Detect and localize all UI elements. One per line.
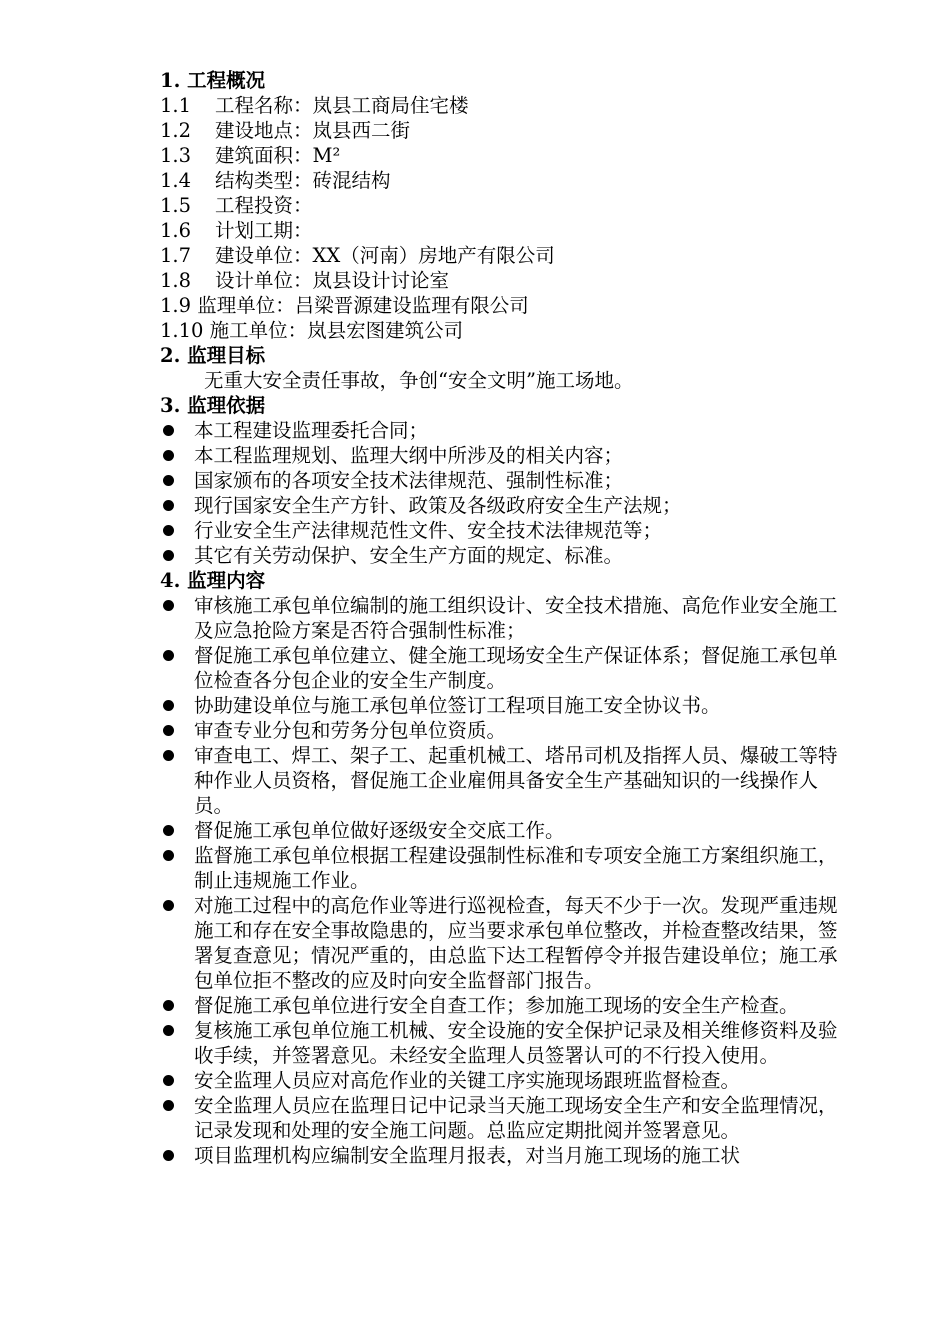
list-item <box>160 993 850 1018</box>
bullet-icon <box>163 1075 174 1086</box>
list-item-text: 其它有关劳动保护、安全生产方面的规定、标准。 <box>194 544 624 567</box>
list-item <box>160 593 850 643</box>
bullet-icon <box>163 1100 174 1111</box>
item-text: 工程投资： <box>215 194 313 217</box>
bullet-icon <box>163 725 174 736</box>
list-item-text: 本工程监理规划、监理大纲中所涉及的相关内容； <box>194 444 624 467</box>
item-number: 1.7 <box>160 244 192 267</box>
bullet-icon <box>163 825 174 836</box>
list-item <box>160 843 850 893</box>
section-3-title: 3. 监理依据 <box>160 394 266 417</box>
item-text: 监理单位：吕梁晋源建设监理有限公司 <box>197 294 529 317</box>
list-item <box>160 718 850 743</box>
list-item-text: 现行国家安全生产方针、政策及各级政府安全生产法规； <box>194 494 682 517</box>
bullet-icon <box>163 750 174 761</box>
info-line <box>160 193 850 218</box>
document-page <box>160 68 850 1168</box>
item-number: 1.6 <box>160 219 192 242</box>
info-line <box>160 293 850 318</box>
list-item-text: 国家颁布的各项安全技术法律规范、强制性标准； <box>194 469 624 492</box>
list-item <box>160 543 850 568</box>
bullet-icon <box>163 450 174 461</box>
list-item <box>160 468 850 493</box>
bullet-icon <box>163 550 174 561</box>
section-1-title: 1. 工程概况 <box>160 69 266 92</box>
goal-text: 无重大安全责任事故，争创“安全文明”施工场地。 <box>204 369 634 392</box>
list-item-text: 审查专业分包和劳务分包单位资质。 <box>194 719 507 742</box>
item-number: 1.4 <box>160 169 192 192</box>
list-item-text: 对施工过程中的高危作业等进行巡视检查，每天不少于一次。发现严重违规施工和存在安全事故隐患的，应当要求承包单位整改，并检查整改结果，签署复查意见；情况严重的，由总监下达工程暂停令并报告建设单位；施工承包单位拒不整改的应及时向安全监督部门报告。 <box>194 894 838 992</box>
info-line <box>160 268 850 293</box>
list-item <box>160 693 850 718</box>
list-item <box>160 893 850 993</box>
item-number: 1.2 <box>160 119 192 142</box>
bullet-icon <box>163 650 174 661</box>
bullet-icon <box>163 1150 174 1161</box>
bullet-icon <box>163 475 174 486</box>
bullet-icon <box>163 850 174 861</box>
list-item <box>160 443 850 468</box>
item-text: 建设地点：岚县西二街 <box>215 119 411 142</box>
list-item <box>160 1093 850 1143</box>
bullet-icon <box>163 500 174 511</box>
item-text: 结构类型：砖混结构 <box>215 169 391 192</box>
item-text: 建设单位：XX（河南）房地产有限公司 <box>215 244 555 267</box>
list-item-text: 本工程建设监理委托合同； <box>194 419 429 442</box>
list-item-text: 督促施工承包单位做好逐级安全交底工作。 <box>194 819 565 842</box>
list-item-text: 行业安全生产法律规范性文件、安全技术法律规范等； <box>194 519 663 542</box>
list-item <box>160 818 850 843</box>
bullet-icon <box>163 1000 174 1011</box>
info-line <box>160 318 850 343</box>
bullet-icon <box>163 425 174 436</box>
section-2-title: 2. 监理目标 <box>160 344 266 367</box>
item-number: 1.5 <box>160 194 192 217</box>
item-text: 工程名称：岚县工商局住宅楼 <box>215 94 469 117</box>
info-line <box>160 243 850 268</box>
item-text: 施工单位：岚县宏图建筑公司 <box>209 319 464 342</box>
list-item-text: 安全监理人员应对高危作业的关键工序实施现场跟班监督检查。 <box>194 1069 741 1092</box>
bullet-icon <box>163 900 174 911</box>
list-item <box>160 1143 850 1168</box>
item-number: 1.3 <box>160 144 192 167</box>
info-line <box>160 93 850 118</box>
item-text: 建筑面积：M² <box>215 144 341 167</box>
list-item <box>160 1068 850 1093</box>
info-line <box>160 118 850 143</box>
bullet-icon <box>163 700 174 711</box>
list-item-text: 督促施工承包单位建立、健全施工现场安全生产保证体系；督促施工承包单位检查各分包企业的安全生产制度。 <box>194 644 838 692</box>
item-number: 1.1 <box>160 94 192 117</box>
item-number: 1.9 <box>160 294 192 317</box>
list-item-text: 督促施工承包单位进行安全自查工作；参加施工现场的安全生产检查。 <box>194 994 799 1017</box>
list-item <box>160 643 850 693</box>
bullet-icon <box>163 1025 174 1036</box>
item-text: 计划工期： <box>215 219 313 242</box>
list-item-text: 项目监理机构应编制安全监理月报表，对当月施工现场的施工状 <box>194 1144 741 1167</box>
item-number: 1.8 <box>160 269 192 292</box>
list-item <box>160 518 850 543</box>
list-item-text: 审核施工承包单位编制的施工组织设计、安全技术措施、高危作业安全施工及应急抢险方案是否符合强制性标准； <box>194 594 838 642</box>
info-line <box>160 143 850 168</box>
list-item-text: 安全监理人员应在监理日记中记录当天施工现场安全生产和安全监理情况，记录发现和处理的安全施工问题。总监应定期批阅并签署意见。 <box>194 1094 838 1142</box>
list-item <box>160 743 850 818</box>
list-item-text: 监督施工承包单位根据工程建设强制性标准和专项安全施工方案组织施工，制止违规施工作业。 <box>194 844 838 892</box>
info-line <box>160 168 850 193</box>
list-item <box>160 493 850 518</box>
list-item-text: 复核施工承包单位施工机械、安全设施的安全保护记录及相关维修资料及验收手续，并签署意见。未经安全监理人员签署认可的不行投入使用。 <box>194 1019 838 1067</box>
list-item-text: 协助建设单位与施工承包单位签订工程项目施工安全协议书。 <box>194 694 721 717</box>
bullet-icon <box>163 525 174 536</box>
item-text: 设计单位：岚县设计讨论室 <box>215 269 450 292</box>
info-line <box>160 218 850 243</box>
list-item <box>160 418 850 443</box>
list-item-text: 审查电工、焊工、架子工、起重机械工、塔吊司机及指挥人员、爆破工等特种作业人员资格，督促施工企业雇佣具备安全生产基础知识的一线操作人员。 <box>194 744 838 817</box>
bullet-icon <box>163 600 174 611</box>
list-item <box>160 1018 850 1068</box>
section-4-title: 4. 监理内容 <box>160 569 266 592</box>
item-number: 1.10 <box>160 319 204 342</box>
